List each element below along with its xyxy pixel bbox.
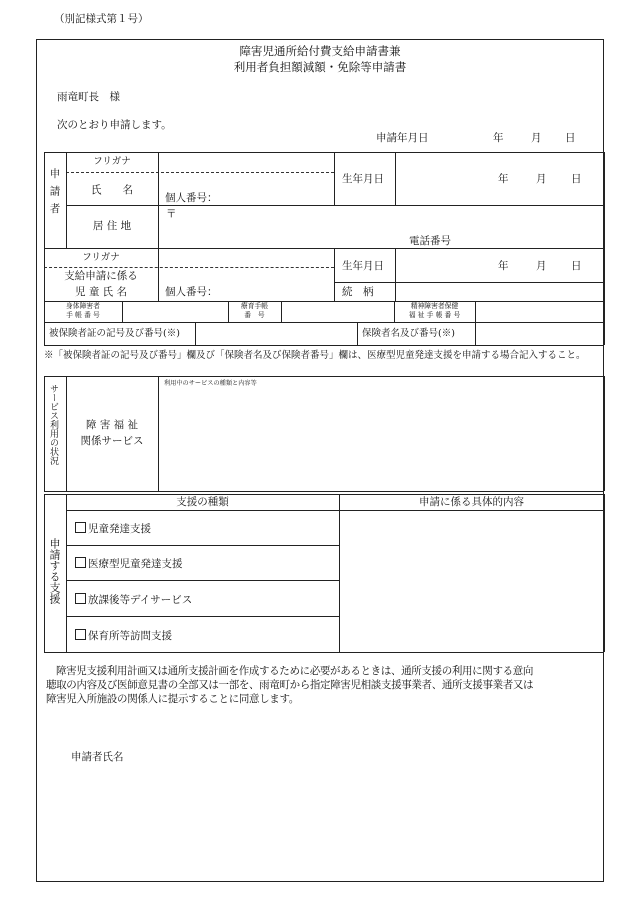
application-date-day: 日 <box>565 132 576 144</box>
postal-mark: 〒 <box>166 208 177 220</box>
applicant-birth-day: 日 <box>571 173 582 185</box>
applicant-birth-year: 年 <box>498 173 509 185</box>
service-content-label: 利用中のサービスの種類と内容等 <box>164 380 257 387</box>
applicant-phone-label: 電話番号 <box>409 235 451 247</box>
application-date-year: 年 <box>493 132 504 144</box>
application-date-label: 申請年月日 <box>376 132 429 144</box>
checkbox-icon[interactable] <box>75 629 86 640</box>
service-category-label-2: 関係サービス <box>80 435 144 447</box>
applicant-address-label: 居 住 地 <box>92 220 132 232</box>
child-name-label-1: 支給申請に係る <box>64 270 138 282</box>
insurance-footnote: ※「被保険者証の記号及び番号」欄及び「保険者名及び保険者番号」欄は、医療型児童発達支援を申請する場合記入すること。 <box>44 350 586 361</box>
support-option-4[interactable]: 保育所等訪問支援 <box>75 629 172 642</box>
child-birth-month: 月 <box>536 260 547 272</box>
signature-label: 申請者氏名 <box>71 751 124 763</box>
consent-text-3: 障害児入所施設の関係人に提示することに同意します。 <box>46 693 299 705</box>
physical-notebook-label-2: 手 帳 番 号 <box>66 311 100 319</box>
consent-text-2: 聴取の内容及び医師意見書の全部又は一部を、雨竜町から指定障害児相談支援事業者、通所支援事業者又は <box>46 679 534 691</box>
mental-notebook-label-1: 精神障害者保健 <box>410 302 459 310</box>
child-furigana-label: フリガナ <box>82 252 120 263</box>
applicant-side-label: 申請者 <box>48 168 61 221</box>
child-individual-number-label: 個人番号： <box>165 286 218 298</box>
application-date-month: 月 <box>531 132 542 144</box>
applicant-birthdate-label: 生年月日 <box>342 173 384 185</box>
consent-text-1: 障害児支援利用計画又は通所支援計画を作成するために必要があるときは、通所支援の利用に関する意向 <box>56 665 534 677</box>
support-side-label: 申請する支援 <box>48 538 61 604</box>
form-title-line2: 利用者負担額減額・免除等申請書 <box>233 60 407 74</box>
applicant-individual-number-label: 個人番号： <box>165 192 218 204</box>
addressee: 雨竜町長 様 <box>57 91 120 103</box>
physical-notebook-label-1: 身体障害者 <box>66 302 100 310</box>
applicant-furigana-label: フリガナ <box>93 156 131 167</box>
support-option-3[interactable]: 放課後等デイサービス <box>75 593 192 606</box>
service-status-side-label: サービス利用の状況 <box>48 384 58 465</box>
checkbox-icon[interactable] <box>75 593 86 604</box>
checkbox-icon[interactable] <box>75 522 86 533</box>
mental-notebook-label-2: 福 祉 手 帳 番 号 <box>408 311 461 319</box>
applicant-name-label: 氏 名 <box>91 184 133 196</box>
ryoiku-notebook-label-1: 療育手帳 <box>240 302 269 310</box>
child-name-label-2: 児 童 氏 名 <box>74 286 127 298</box>
form-title-line1: 障害児通所給付費支給申請書兼 <box>239 44 401 58</box>
intro-text: 次のとおり申請します。 <box>57 119 172 131</box>
form-number: （別記様式第１号） <box>54 13 149 25</box>
child-birth-day: 日 <box>571 260 582 272</box>
service-category-label-1: 障 害 福 祉 <box>85 419 138 431</box>
insurance-card-label: 被保険者証の記号及び番号(※) <box>49 328 180 339</box>
support-type-header: 支援の種類 <box>176 496 229 508</box>
ryoiku-notebook-label-2: 番 号 <box>244 311 265 319</box>
checkbox-icon[interactable] <box>75 557 86 568</box>
child-birthdate-label: 生年月日 <box>342 260 384 272</box>
insurer-label: 保険者名及び番号(※) <box>362 328 455 339</box>
applicant-birth-month: 月 <box>536 173 547 185</box>
support-content-header: 申請に係る具体的内容 <box>419 496 524 508</box>
child-relation-label: 続 柄 <box>342 286 374 298</box>
support-option-1[interactable]: 児童発達支援 <box>75 522 151 535</box>
child-birth-year: 年 <box>498 260 509 272</box>
support-option-2[interactable]: 医療型児童発達支援 <box>75 557 183 570</box>
